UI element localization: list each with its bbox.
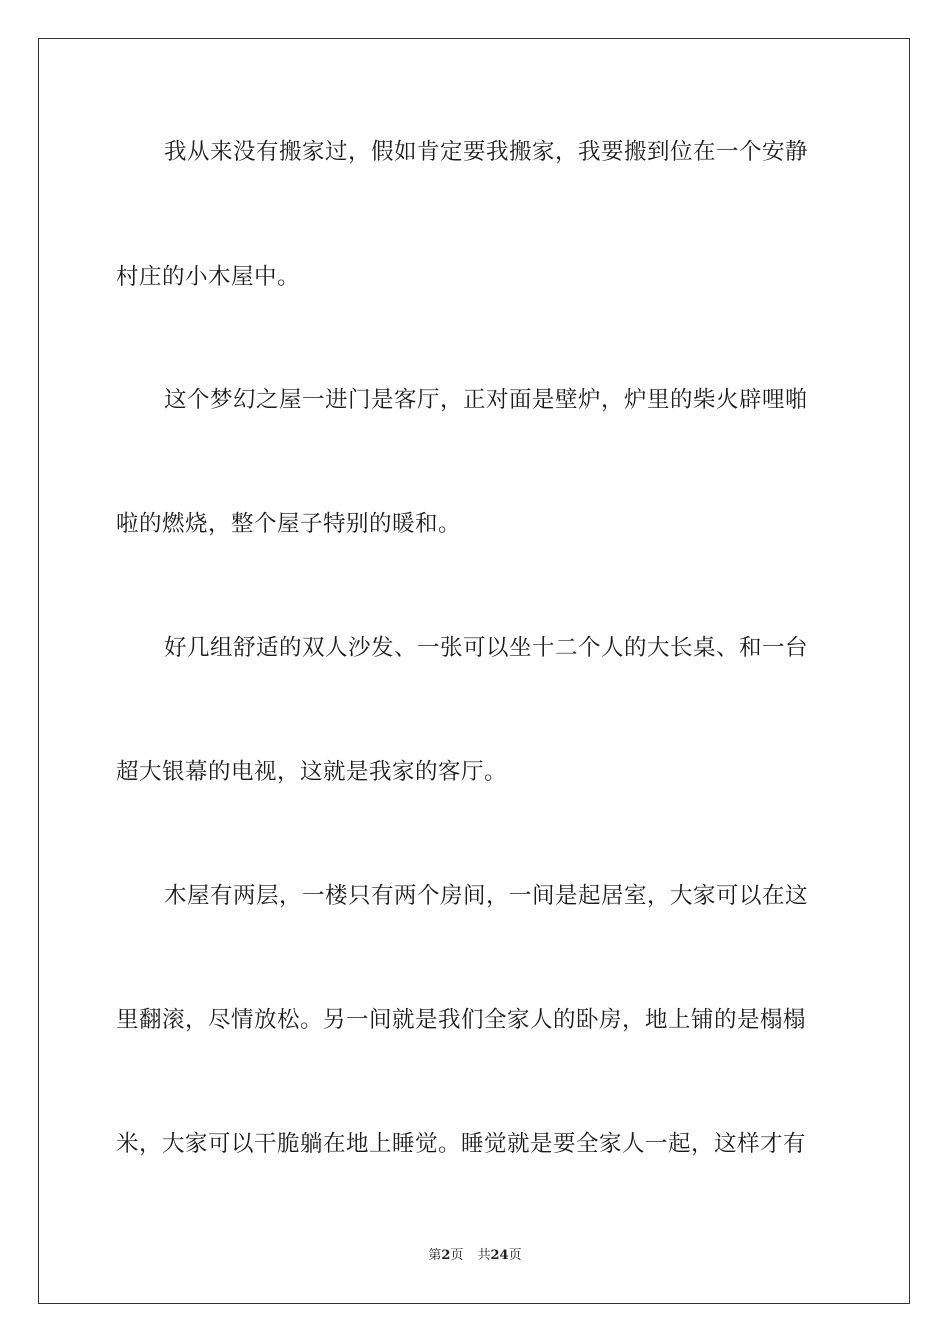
paragraph-1-line-1: 我从来没有搬家过，假如肯定要我搬家，我要搬到位在一个安静 [164,139,809,165]
total-pages: 24 [490,1248,509,1263]
total-suffix: 页 [508,1248,522,1263]
paragraph-4-line-1: 木屋有两层，一楼只有两个房间，一间是起居室，大家可以在这 [164,883,809,909]
page-number: 2 [441,1248,451,1263]
paragraph-3-line-1: 好几组舒适的双人沙发、一张可以坐十二个人的大长桌、和一台 [164,635,809,661]
paragraph-3-line-2: 超大银幕的电视，这就是我家的客厅。 [116,759,508,785]
paragraph-2-line-1: 这个梦幻之屋一进门是客厅，正对面是壁炉，炉里的柴火辟哩啪 [164,387,809,413]
paragraph-4-line-2: 里翻滚，尽情放松。另一间就是我们全家人的卧房，地上铺的是榻榻 [116,1007,807,1033]
page-border [38,38,910,1304]
paragraph-4-line-3: 米，大家可以干脆躺在地上睡觉。睡觉就是要全家人一起，这样才有 [116,1131,807,1157]
paragraph-2-line-2: 啦的燃烧，整个屋子特别的暖和。 [116,511,462,537]
page-footer [0,1247,950,1265]
page-suffix: 页 [450,1248,464,1263]
paragraph-1-line-2: 村庄的小木屋中。 [116,264,301,290]
total-prefix: 共 [477,1248,491,1263]
page-prefix: 第 [428,1248,442,1263]
